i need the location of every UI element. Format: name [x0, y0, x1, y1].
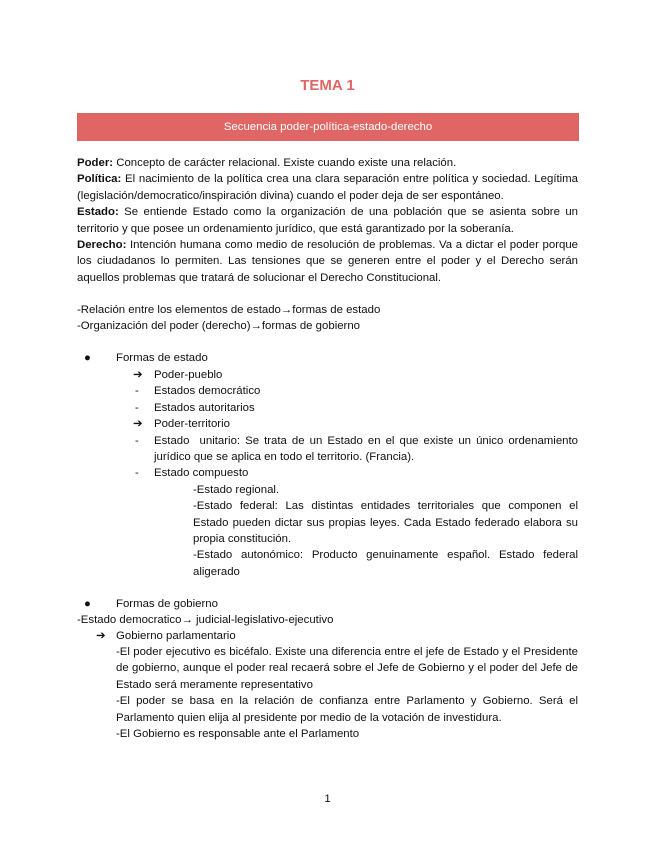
definition-derecho: Derecho: Intención humana como medio de resolución de problemas. Va a dictar el poder porque los ciudadanos lo permiten. Las tensiones que se generen entre el poder y el Derecho serán aquellos problemas que tratará de solucionar el Derecho Constitucional. [77, 239, 578, 284]
bullet-icon: ● [84, 598, 91, 610]
page-number: 1 [324, 793, 331, 805]
list-item: -El poder ejecutivo es bicéfalo. Existe una diferencia entre el jefe de Estado y el Presidente de gobierno, aunque el poder real recaerá sobre el Jefe de Gobierno y el poder del Jefe de Estado será meramente representativo [116, 646, 578, 691]
dash-marker: - [135, 434, 139, 447]
gobierno-parlamentario-heading: Gobierno parlamentario [116, 630, 236, 642]
list-item: ➔ Poder-territorio [133, 416, 578, 432]
parlamentario-points [116, 644, 578, 742]
list-item: - Estado compuesto [133, 465, 578, 481]
relations [77, 302, 578, 335]
dash-marker: - [135, 467, 139, 480]
list-item: - Estados autoritarios [133, 400, 578, 416]
formas-estado-heading: Formas de estado [116, 352, 208, 364]
list-item: -El Gobierno es responsable ante el Parlamento [116, 728, 360, 741]
estado-democratico-line: -Estado democratico→ judicial-legislativo-ejecutivo [77, 614, 334, 626]
formas-gobierno-heading: Formas de gobierno [116, 598, 218, 610]
list-item: - Estado unitario: Se trata de un Estado en el que existe un único ordenamiento jurídico que se aplica en todo el territorio. (Francia). [135, 434, 582, 464]
list-item: - Estados democrático [133, 383, 578, 399]
definition-politica: Política: El nacimiento de la política crea una clara separación entre política y sociedad. Legítima (legislación/democratico/inspiración divina) cuando el poder deja de ser espontáneo. [77, 173, 578, 202]
arrow-icon: ➔ [133, 369, 143, 381]
bullet-icon: ● [84, 352, 91, 364]
list-item: -Estado federal: Las distintas entidades territoriales que componen el Estado pueden dictar sus propias leyes. Cada Estado federado elabora su propia constitución. [193, 500, 578, 546]
relation-line: -Relación entre los elementos de estado→formas de estado [77, 304, 381, 316]
relation-line: -Organización del poder (derecho)→formas de gobierno [77, 320, 361, 333]
list-item: -El poder se basa en la relación de confianza entre Parlamento y Gobierno. Será el Parlamento quien elija al presidente por medio de la votación de investidura. [116, 695, 578, 724]
definition-poder: Poder: Concepto de carácter relacional. Existe cuando existe una relación. [77, 157, 457, 169]
definitions [77, 155, 578, 286]
document-title: TEMA 1 [300, 77, 355, 94]
formas-estado-list [133, 367, 582, 580]
section-banner: Secuencia poder-política-estado-derecho [77, 113, 579, 141]
estado-compuesto-list [193, 482, 578, 580]
dash-marker: - [135, 385, 139, 398]
list-item: -Estado regional. [193, 483, 280, 496]
arrow-icon: ➔ [133, 418, 143, 431]
definition-estado: Estado: Se entiende Estado como la organización de una población que se asienta sobre un territorio y que posee un ordenamiento jurídico, que está garantizado por la soberanía. [77, 206, 578, 235]
list-item: -Estado autonómico: Producto genuinamente español. Estado federal aligerado [193, 549, 578, 578]
list-item: ➔ Poder-pueblo [133, 367, 578, 383]
arrow-icon: ➔ [96, 630, 106, 642]
dash-marker: - [135, 401, 139, 414]
